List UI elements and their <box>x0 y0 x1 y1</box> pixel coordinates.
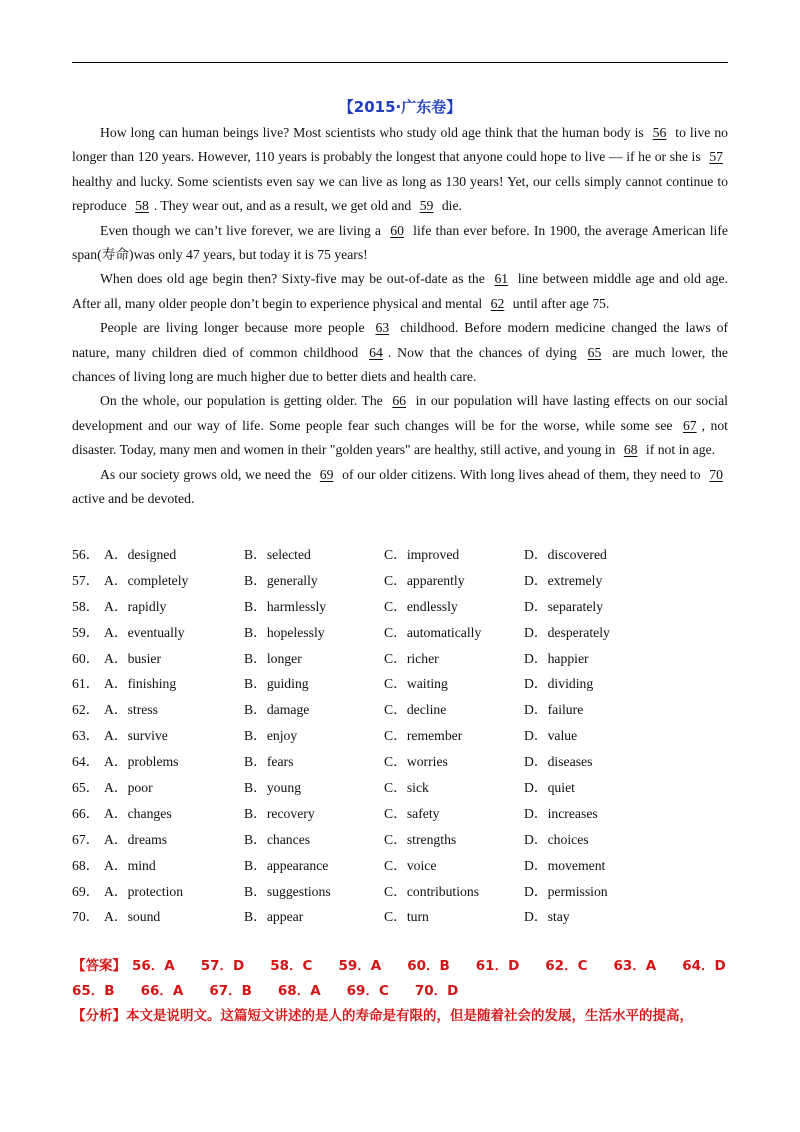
passage-text: On the whole, our population is getting older. The <box>100 393 388 409</box>
option-d: D．diseases <box>524 754 593 770</box>
answer-item: 70．D <box>414 983 459 999</box>
passage-text: How long can human beings live? Most scientists who study old age think that the human body is <box>100 125 648 140</box>
option-c: C．automatically <box>384 624 482 640</box>
answer-item: 58．C <box>270 958 313 974</box>
answer-item: 68．A <box>277 983 321 999</box>
option-d: D．quiet <box>524 779 575 795</box>
answer-item: 61．D <box>475 958 520 974</box>
answer-item: 69．C <box>346 983 389 999</box>
option-c: C．voice <box>384 857 437 873</box>
option-row <box>72 799 728 825</box>
answer-item: 66．A <box>140 983 184 999</box>
question-number: 70． <box>72 909 100 925</box>
question-number: 64． <box>72 754 100 770</box>
passage-text: to live no longer than 120 years. However, 110 years is probably the longest that anyone could hope to live — if he or she is <box>72 125 729 165</box>
option-b: B．chances <box>244 831 311 847</box>
blank-65: 65 <box>587 344 602 360</box>
passage-text: in our population will have lasting effects on our social development and our way of life. Some people fear such changes will be for the worse, while some see <box>72 393 728 433</box>
option-d: D．desperately <box>524 624 610 640</box>
option-b: B．recovery <box>244 805 315 821</box>
option-d: D．increases <box>524 805 598 821</box>
answer-line-2 <box>72 979 732 1004</box>
question-number: 56． <box>72 546 100 562</box>
answer-item: 60．B <box>407 958 450 974</box>
option-row <box>72 721 728 747</box>
option-b: B．guiding <box>244 676 309 692</box>
answer-item: 59．A <box>338 958 382 974</box>
option-b: B．appearance <box>244 857 329 873</box>
question-number: 68． <box>72 857 100 873</box>
option-a: A．sound <box>104 909 161 925</box>
option-a: A．survive <box>104 728 168 744</box>
blank-59: 59 <box>419 198 434 214</box>
option-d: D．permission <box>524 883 608 899</box>
option-row <box>72 644 728 670</box>
option-c: C．richer <box>384 650 439 666</box>
option-c: C．waiting <box>384 676 448 692</box>
question-number: 61． <box>72 676 100 692</box>
option-b: B．appear <box>244 909 304 925</box>
answer-label: 【答案】 <box>72 958 126 974</box>
answer-item: 63．A <box>613 958 657 974</box>
option-d: D．happier <box>524 650 589 666</box>
paragraph-3 <box>72 267 728 316</box>
passage-text: When does old age begin then? Sixty-five may be out-of-date as the <box>100 271 490 287</box>
option-d: D．value <box>524 728 578 744</box>
paragraph-4 <box>72 316 728 389</box>
passage-text: active and be devoted. <box>72 491 195 507</box>
option-c: C．worries <box>384 754 448 770</box>
option-c: C．apparently <box>384 572 465 588</box>
passage-text: of our older citizens. With long lives ahead of them, they need to <box>338 466 705 482</box>
option-b: B．selected <box>244 546 311 562</box>
option-row <box>72 540 728 566</box>
answer-line-1 <box>72 954 732 979</box>
passage-text: die. <box>438 198 462 214</box>
option-c: C．turn <box>384 909 429 925</box>
passage-text: if not in age. <box>642 442 716 458</box>
option-a: A．rapidly <box>104 598 167 614</box>
option-a: A．finishing <box>104 676 177 692</box>
cloze-passage <box>72 121 728 512</box>
passage-text: life than ever before. In 1900, the average American life span(寿命)was only 47 years, but today it is 75 years! <box>72 222 728 263</box>
blank-61: 61 <box>494 271 509 287</box>
option-d: D．failure <box>524 702 584 718</box>
option-a: A．completely <box>104 572 189 588</box>
passage-text: . They wear out, and as a result, we get old and <box>153 198 415 214</box>
option-d: D．choices <box>524 831 589 847</box>
option-row <box>72 566 728 592</box>
answer-item: 56．A <box>132 958 175 974</box>
option-row <box>72 902 728 928</box>
question-number: 69． <box>72 883 100 899</box>
blank-63: 63 <box>375 320 390 336</box>
blank-58: 58 <box>135 198 149 214</box>
section-title: 【2015·广东卷】 <box>338 98 462 116</box>
option-row <box>72 851 728 877</box>
option-row <box>72 695 728 721</box>
option-b: B．enjoy <box>244 728 298 744</box>
option-d: D．separately <box>524 598 604 614</box>
paragraph-5 <box>72 389 728 462</box>
option-c: C．strengths <box>384 831 457 847</box>
blank-60: 60 <box>390 222 404 238</box>
option-a: A．poor <box>104 779 153 795</box>
options-list <box>72 540 728 928</box>
question-number: 63． <box>72 728 100 744</box>
option-b: B．hopelessly <box>244 624 325 640</box>
option-c: C．endlessly <box>384 598 458 614</box>
option-row <box>72 825 728 851</box>
answer-item: 67．B <box>209 983 252 999</box>
option-a: A．eventually <box>104 624 185 640</box>
option-b: B．suggestions <box>244 883 331 899</box>
passage-text: are much lower, the chances of living long are much higher due to better diets and health care. <box>72 344 728 385</box>
question-number: 62． <box>72 702 100 718</box>
blank-67: 67 <box>682 417 697 433</box>
passage-text: until after age 75. <box>509 295 610 311</box>
blank-64: 64 <box>369 344 383 360</box>
option-a: A．stress <box>104 702 158 718</box>
option-b: B．damage <box>244 702 310 718</box>
blank-56: 56 <box>652 125 667 140</box>
analysis-text: 本文是说明文。这篇短文讲述的是人的寿命是有限的，但是随着社会的发展，生活水平的提高， <box>126 1008 693 1024</box>
blank-62: 62 <box>490 295 505 311</box>
option-d: D．discovered <box>524 546 607 562</box>
passage-text: . Now that the chances of dying <box>387 344 583 360</box>
header-rule <box>72 62 728 63</box>
answer-item: 64．D <box>682 958 726 974</box>
analysis-label: 【分析】 <box>72 1008 126 1024</box>
option-c: C．sick <box>384 779 429 795</box>
option-b: B．generally <box>244 572 318 588</box>
option-d: D．movement <box>524 857 606 873</box>
passage-text: Even though we can’t live forever, we are living a <box>100 222 386 238</box>
answer-item: 57．D <box>200 958 245 974</box>
option-b: B．fears <box>244 754 294 770</box>
passage-text: People are living longer because more people <box>100 320 371 336</box>
option-row <box>72 773 728 799</box>
option-d: D．extremely <box>524 572 603 588</box>
option-row <box>72 747 728 773</box>
option-row <box>72 592 728 618</box>
option-a: A．protection <box>104 883 184 899</box>
question-number: 57． <box>72 572 100 588</box>
blank-69: 69 <box>319 466 334 482</box>
option-d: D．stay <box>524 909 570 925</box>
question-number: 58． <box>72 598 100 614</box>
option-row <box>72 669 728 695</box>
option-a: A．designed <box>104 546 177 562</box>
option-a: A．changes <box>104 805 172 821</box>
option-b: B．harmlessly <box>244 598 327 614</box>
option-d: D．dividing <box>524 676 594 692</box>
option-a: A．busier <box>104 650 162 666</box>
answer-key <box>72 954 732 1004</box>
question-number: 67． <box>72 831 100 847</box>
option-c: C．decline <box>384 702 447 718</box>
question-number: 66． <box>72 805 100 821</box>
paragraph-2 <box>72 219 728 268</box>
blank-57: 57 <box>709 149 723 165</box>
question-number: 59． <box>72 624 100 640</box>
blank-66: 66 <box>392 393 407 409</box>
paragraph-6 <box>72 463 728 512</box>
question-number: 60． <box>72 650 100 666</box>
passage-text: childhood. Before modern medicine changed the laws of nature, many children died of common childhood <box>72 320 728 360</box>
analysis <box>72 1004 732 1028</box>
blank-70: 70 <box>709 466 723 482</box>
option-a: A．problems <box>104 754 179 770</box>
option-c: C．remember <box>384 728 463 744</box>
answer-item: 65．B <box>72 983 115 999</box>
option-row <box>72 618 728 644</box>
option-b: B．longer <box>244 650 302 666</box>
option-a: A．mind <box>104 857 156 873</box>
passage-text: , not disaster. Today, many men and women in their "golden years" are healthy, still active, and young in <box>72 417 728 458</box>
passage-text: line between middle age and old age. After all, many older people don’t begin to experience physical and mental <box>72 271 728 311</box>
paragraph-1 <box>72 121 728 219</box>
option-b: B．young <box>244 779 302 795</box>
option-c: C．improved <box>384 546 460 562</box>
question-number: 65． <box>72 779 100 795</box>
passage-text: healthy and lucky. Some scientists even say we can live as long as 130 years! Yet, our cells simply cannot continue to reproduce <box>72 173 728 214</box>
answer-item: 62．C <box>545 958 588 974</box>
option-a: A．dreams <box>104 831 168 847</box>
passage-text: As our society grows old, we need the <box>100 466 315 482</box>
option-row <box>72 877 728 903</box>
option-c: C．contributions <box>384 883 480 899</box>
option-c: C．safety <box>384 805 440 821</box>
blank-68: 68 <box>623 442 638 458</box>
